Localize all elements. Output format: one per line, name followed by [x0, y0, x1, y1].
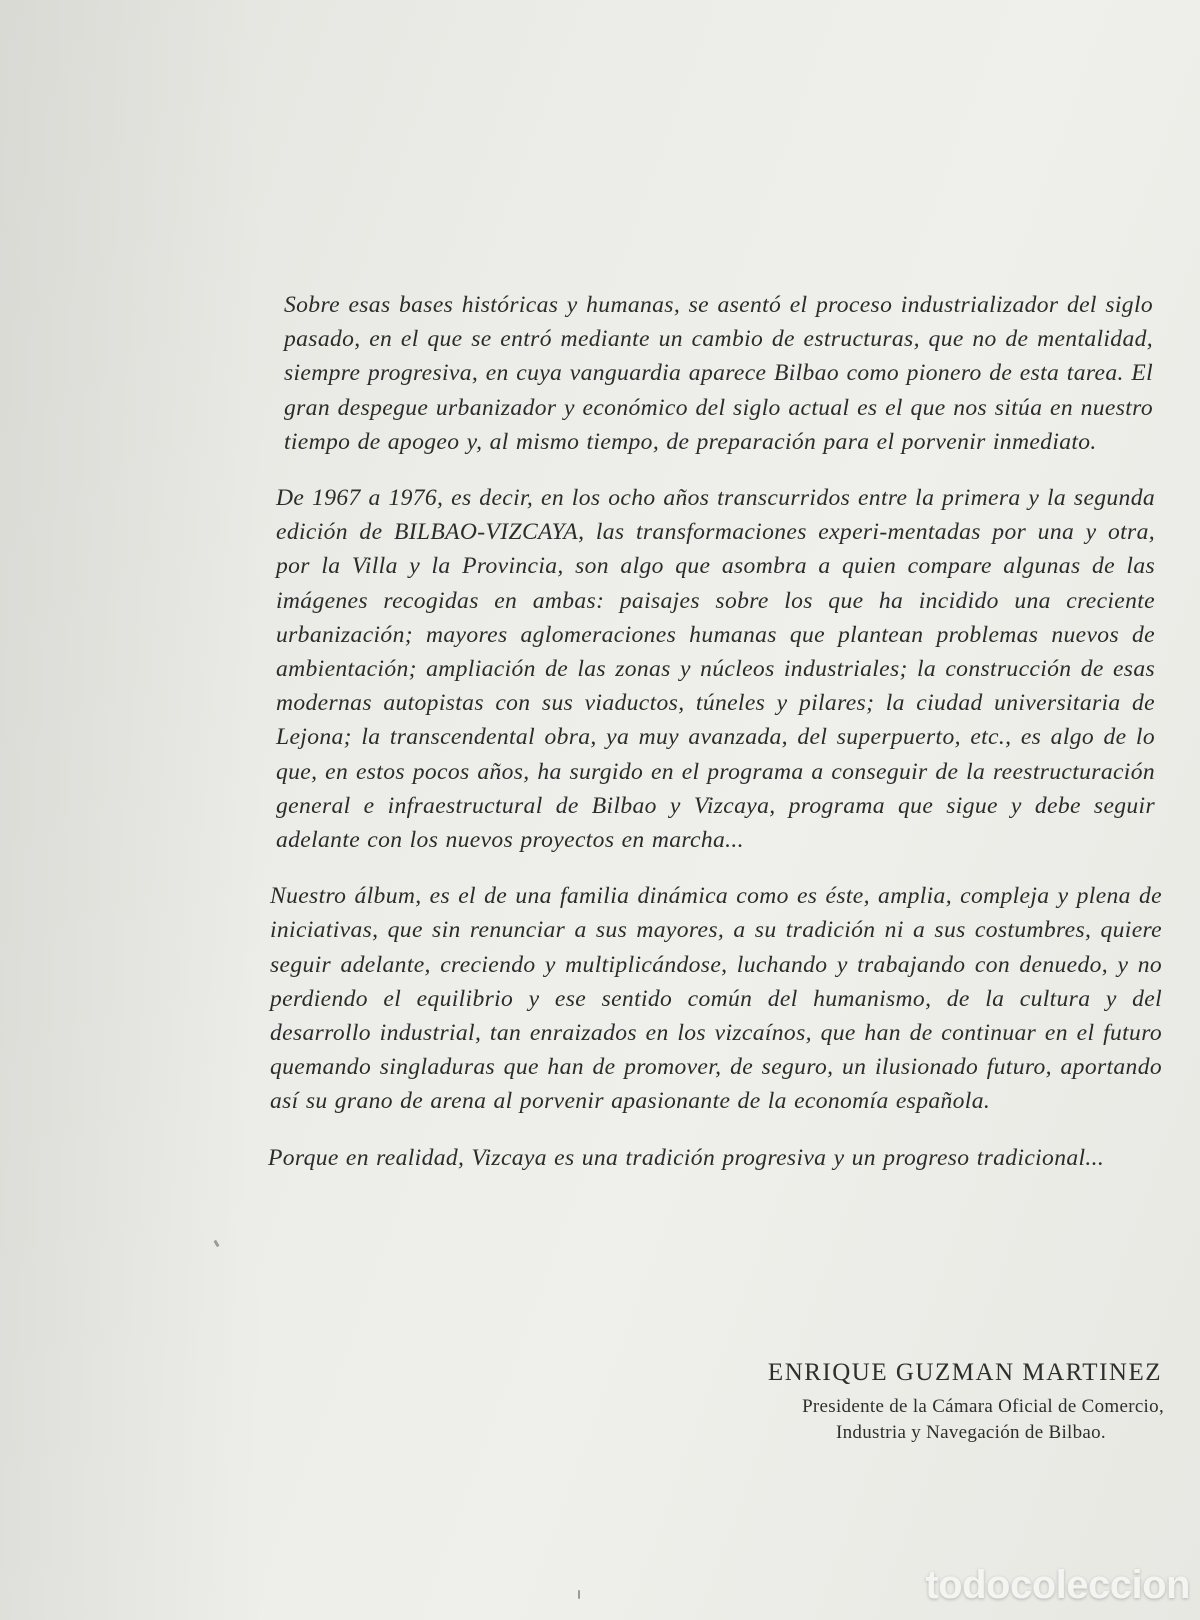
page-shadow [0, 0, 260, 1620]
paragraph-2: De 1967 a 1976, es decir, en los ocho años transcurridos entre la primera y la segunda edición de BILBAO-VIZCAYA, las transformaciones experi-mentadas por una y otra, por la Villa y la Provincia, son algo que asombra a quien compare algunas de las imágenes recogidas en ambas: paisajes sobre los que ha incidido una creciente urbanización; mayores aglomeraciones humanas que plantean problemas nuevos de ambientación; ampliación de las zonas y núcleos industriales; la construcción de esas modernas autopistas con sus viaductos, túneles y pilares; la ciudad universitaria de Lejona; la transcendental obra, ya muy avanzada, del superpuerto, etc., es algo de lo que, en estos pocos años, ha surgido en el programa a conseguir de la reestructuración general e infraestructural de Bilbao y Vizcaya, programa que sigue y debe seguir adelante con los nuevos proyectos en marcha... [276, 485, 1155, 854]
signature-title-line-2: Industria y Navegación de Bilbao. [835, 1422, 1106, 1443]
watermark-logo: todocoleccion [925, 1563, 1190, 1607]
paragraph-1: Sobre esas bases históricas y humanas, se asentó el proceso industrializador del siglo pasado, en el que se entró mediante un cambio de estructuras, que no de mentalidad, siempre progresiva, en cuya vanguardia aparece Bilbao como pionero de esta tarea. El gran despegue urbanizador y económico del siglo actual es el que nos sitúa en nuestro tiempo de apogeo y, al mismo tiempo, de preparación para el porvenir inmediato. [284, 292, 1153, 455]
paper-speck [213, 1240, 219, 1248]
paragraph-3: Nuestro álbum, es el de una familia dinámica como es éste, amplia, compleja y plena de iniciativas, que sin renunciar a sus mayores, a su tradición ni a sus costumbres, quiere seguir adelante, creciendo y multiplicándose, luchando y trabajando con denuedo, y no perdiendo el equilibrio y ese sentido común del humanismo, de la cultura y del desarrollo industrial, tan enraizados en los vizcaínos, que han de continuar en el futuro quemando singladuras que han de promover, de seguro, un ilusionado futuro, aportando así su grano de arena al porvenir apasionante de la economía española. [270, 883, 1162, 1115]
paper-speck [578, 1590, 580, 1599]
signature-title-line-1: Presidente de la Cámara Oficial de Comercio, [802, 1396, 1164, 1417]
signature-name: ENRIQUE GUZMAN MARTINEZ [767, 1359, 1162, 1386]
paragraph-4: Porque en realidad, Vizcaya es una tradición progresiva y un progreso tradicional... [268, 1144, 1105, 1171]
signature-block [768, 1356, 1164, 1446]
body-text [270, 288, 1165, 1197]
